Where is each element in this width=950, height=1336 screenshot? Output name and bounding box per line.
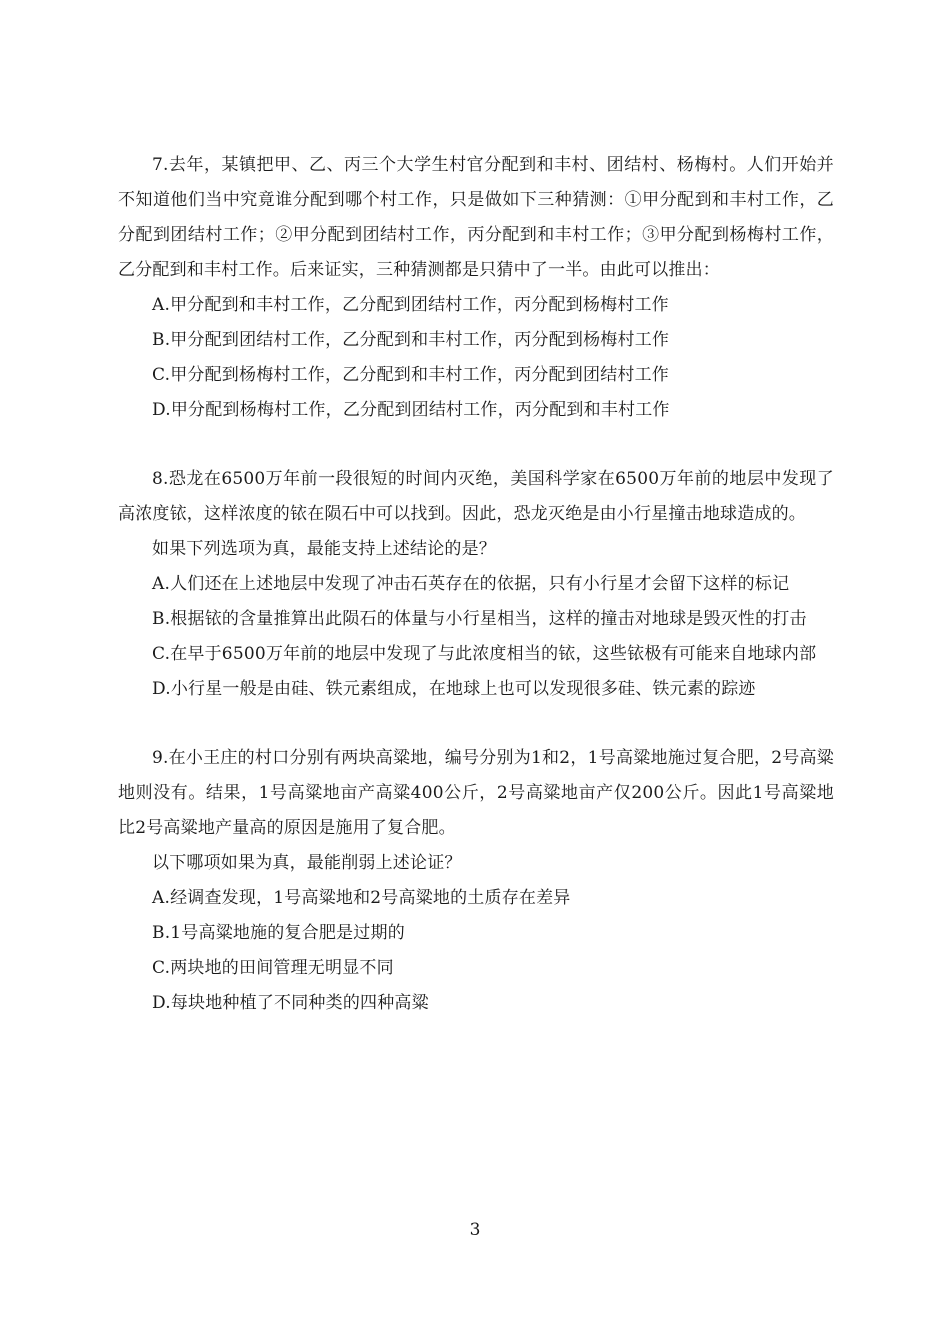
- question-8-option-b: B.根据铱的含量推算出此陨石的体量与小行星相当，这样的撞击对地球是毁灭性的打击: [152, 609, 807, 629]
- page-number: 3: [469, 1220, 481, 1240]
- question-8-option-d: D.小行星一般是由硅、铁元素组成，在地球上也可以发现很多硅、铁元素的踪迹: [152, 679, 756, 699]
- question-9: [118, 741, 834, 1021]
- question-9-option-c: C.两块地的田间管理无明显不同: [152, 958, 394, 978]
- page-content: [118, 148, 834, 1021]
- question-7-option-d: D.甲分配到杨梅村工作，乙分配到团结村工作，丙分配到和丰村工作: [152, 400, 670, 420]
- question-8: [118, 462, 834, 707]
- question-8-option-a: A.人们还在上述地层中发现了冲击石英存在的依据，只有小行星才会留下这样的标记: [152, 574, 790, 594]
- question-8-prompt: 如果下列选项为真，最能支持上述结论的是？: [152, 539, 496, 559]
- question-8-stem: 8.恐龙在6500万年前一段很短的时间内灭绝，美国科学家在6500万年前的地层中发现了高浓度铱，这样浓度的铱在陨石中可以找到。因此，恐龙灭绝是由小行星撞击地球造成的。: [118, 469, 834, 524]
- question-7-stem: 7.去年，某镇把甲、乙、丙三个大学生村官分配到和丰村、团结村、杨梅村。人们开始并不知道他们当中究竟谁分配到哪个村工作，只是做如下三种猜测：①甲分配到和丰村工作，乙分配到团结村工作；②甲分配到团结村工作，丙分配到和丰村工作；③甲分配到杨梅村工作，乙分配到和丰村工作。后来证实，三种猜测都是只猜中了一半。由此可以推出：: [118, 155, 834, 280]
- question-9-prompt: 以下哪项如果为真，最能削弱上述论证？: [152, 853, 462, 873]
- question-9-stem: 9.在小王庄的村口分别有两块高粱地，编号分别为1和2，1号高粱地施过复合肥，2号高粱地则没有。结果，1号高粱地亩产高粱400公斤，2号高粱地亩产仅200公斤。因此1号高粱地比2号高粱地产量高的原因是施用了复合肥。: [118, 748, 834, 838]
- question-8-option-c: C.在早于6500万年前的地层中发现了与此浓度相当的铱，这些铱极有可能来自地球内部: [152, 644, 817, 664]
- question-7-option-a: A.甲分配到和丰村工作，乙分配到团结村工作，丙分配到杨梅村工作: [152, 295, 669, 315]
- question-9-option-d: D.每块地种植了不同种类的四种高粱: [152, 993, 429, 1013]
- question-7-option-b: B.甲分配到团结村工作，乙分配到和丰村工作，丙分配到杨梅村工作: [152, 330, 670, 350]
- question-7: [118, 148, 834, 428]
- question-9-option-a: A.经调查发现，1号高粱地和2号高粱地的土质存在差异: [152, 888, 571, 908]
- question-9-option-b: B.1号高粱地施的复合肥是过期的: [152, 923, 405, 943]
- question-7-option-c: C.甲分配到杨梅村工作，乙分配到和丰村工作，丙分配到团结村工作: [152, 365, 670, 385]
